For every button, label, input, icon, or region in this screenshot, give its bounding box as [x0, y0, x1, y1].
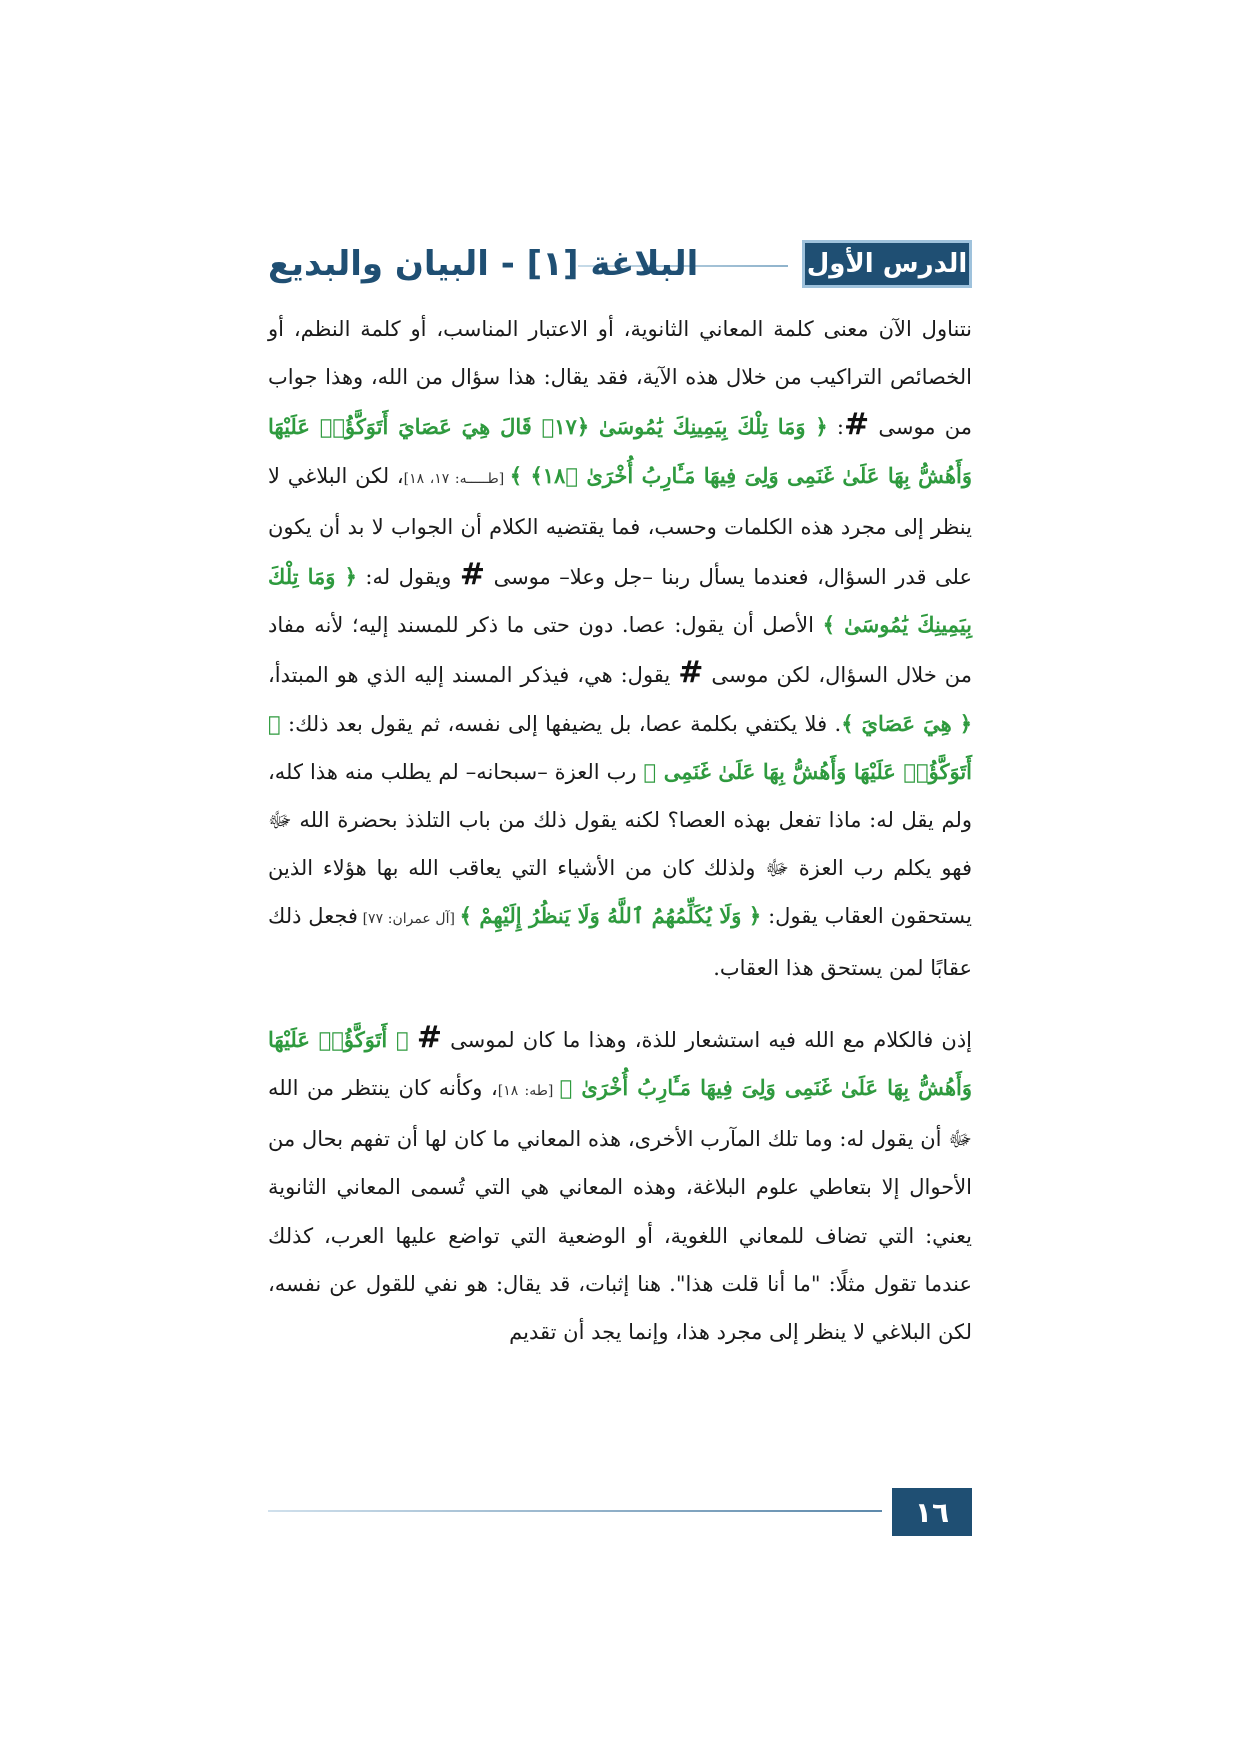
- text-segment: نتناول الآن معنى كلمة المعاني الثانوية، أو الاعتبار المناسب، أو كلمة النظم، أو الخصائص التراكيب من خلال هذه الآية، فقد يقال: هذا سؤال من الله، وهذا جواب من موسى: [268, 317, 972, 440]
- page-number: ١٦: [914, 1495, 950, 1529]
- verse-reference: [آل عمران: ٧٧]: [357, 911, 460, 928]
- verse-reference: [طه: ١٨]: [497, 1083, 560, 1100]
- text-segment: [409, 1028, 417, 1052]
- honorific-symbol: #: [416, 1019, 442, 1055]
- lesson-badge: [802, 240, 972, 288]
- text-segment: ، وكأنه كان ينتظر من الله ﷻ أن يقول له: وما تلك المآرب الأخرى، هذه المعاني ما كان لها أن تفهم بحال من الأحوال إلا بتعاطي علوم البلاغة، وهذه المعاني هي التي تُسمى المعاني الثانوية يعني: التي تضاف للمعاني اللغوية، أو الوضعية التي تواضع عليها العرب، كذلك عندما تقول مثلًا: "ما أنا قلت هذا". هنا إثبات، قد يقال: هو نفي للقول عن نفسه، لكن البلاغي لا ينظر إلى مجرد هذا، وإنما يجد أن تقديم: [268, 1076, 972, 1345]
- body-text: [268, 305, 972, 1356]
- footer-rule: [268, 1510, 882, 1512]
- quran-verse: ﴿ هِيَ عَصَايَ ﴾: [841, 710, 973, 736]
- page-footer: [268, 1488, 972, 1536]
- quran-verse: ﴿ وَلَا يُكَلِّمُهُمُ ٱللَّهُ وَلَا يَنظُرُ إِلَيْهِمْ ﴾: [459, 903, 762, 929]
- quran-verse: ﴿ وَمَا تِلْكَ بِيَمِينِكَ يَٰمُوسَىٰ ﴿١٧﴾ قَالَ هِيَ عَصَايَ أَتَوَكَّؤُا۟ عَلَيْهَا وَأَهُشُّ بِهَا عَلَىٰ غَنَمِى وَلِىَ فِيهَا مَـَٔارِبُ أُخْرَىٰ ﴿١٨﴾ ﴾: [268, 414, 972, 488]
- quran-verse: ﴿ أَتَوَكَّؤُا۟ عَلَيْهَا وَأَهُشُّ بِهَا عَلَىٰ غَنَمِى ﴾: [268, 710, 973, 784]
- page-header: [268, 236, 972, 292]
- quran-verse: ﴿ أَتَوَكَّؤُا۟ عَلَيْهَا وَأَهُشُّ بِهَا عَلَىٰ غَنَمِى وَلِىَ فِيهَا مَـَٔارِبُ أُخْرَىٰ ﴾: [268, 1026, 972, 1101]
- text-segment: . فلا يكتفي بكلمة عصا، بل يضيفها إلى نفسه، ثم يقول بعد ذلك:: [280, 711, 842, 736]
- text-segment: ويقول له:: [356, 565, 460, 590]
- page-number-badge: [892, 1488, 972, 1536]
- text-segment: رب العزة –سبحانه– لم يطلب منه هذا كله، ولم يقل له: ماذا تفعل بهذه العصا؟ لكنه يقول ذلك من باب التلذذ بحضرة الله ﷻ فهو يكلم رب العزة ﷻ ولذلك كان من الأشياء التي يعاقب الله بها هؤلاء الذين يستحقون العقاب يقول:: [268, 759, 972, 929]
- verse-reference: [طـــــه: ١٧، ١٨]: [403, 470, 510, 487]
- quran-verse: ﴿ وَمَا تِلْكَ بِيَمِينِكَ يَٰمُوسَىٰ ﴾: [268, 564, 972, 638]
- lesson-label: الدرس الأول: [806, 249, 968, 279]
- paragraph-2: [268, 1014, 972, 1356]
- book-title: البلاغة [١] - البيان والبديع: [268, 244, 699, 284]
- honorific-symbol: #: [843, 407, 870, 443]
- text-segment: إذن فالكلام مع الله فيه استشعار للذة، وهذا ما كان لموسى: [441, 1027, 973, 1052]
- text-segment: ، لكن البلاغي لا ينظر إلى مجرد هذه الكلمات وحسب، فما يقتضيه الكلام أن الجواب لا بد أن يكون على قدر السؤال، فعندما يسأل ربنا –جل وعلا– موسى: [268, 463, 972, 590]
- honorific-symbol: #: [678, 655, 704, 691]
- text-segment: يقول: هي، فيذكر المسند إليه الذي هو المبتدأ،: [268, 663, 679, 688]
- paragraph-1: [268, 305, 972, 992]
- text-segment: فجعل ذلك عقابًا لمن يستحق هذا العقاب.: [268, 904, 972, 980]
- text-segment: :: [827, 415, 844, 440]
- honorific-symbol: #: [459, 557, 486, 593]
- text-segment: الأصل أن يقول: عصا. دون حتى ما ذكر للمسند إليه؛ لأنه مفاد من خلال السؤال، لكن موسى: [268, 613, 972, 688]
